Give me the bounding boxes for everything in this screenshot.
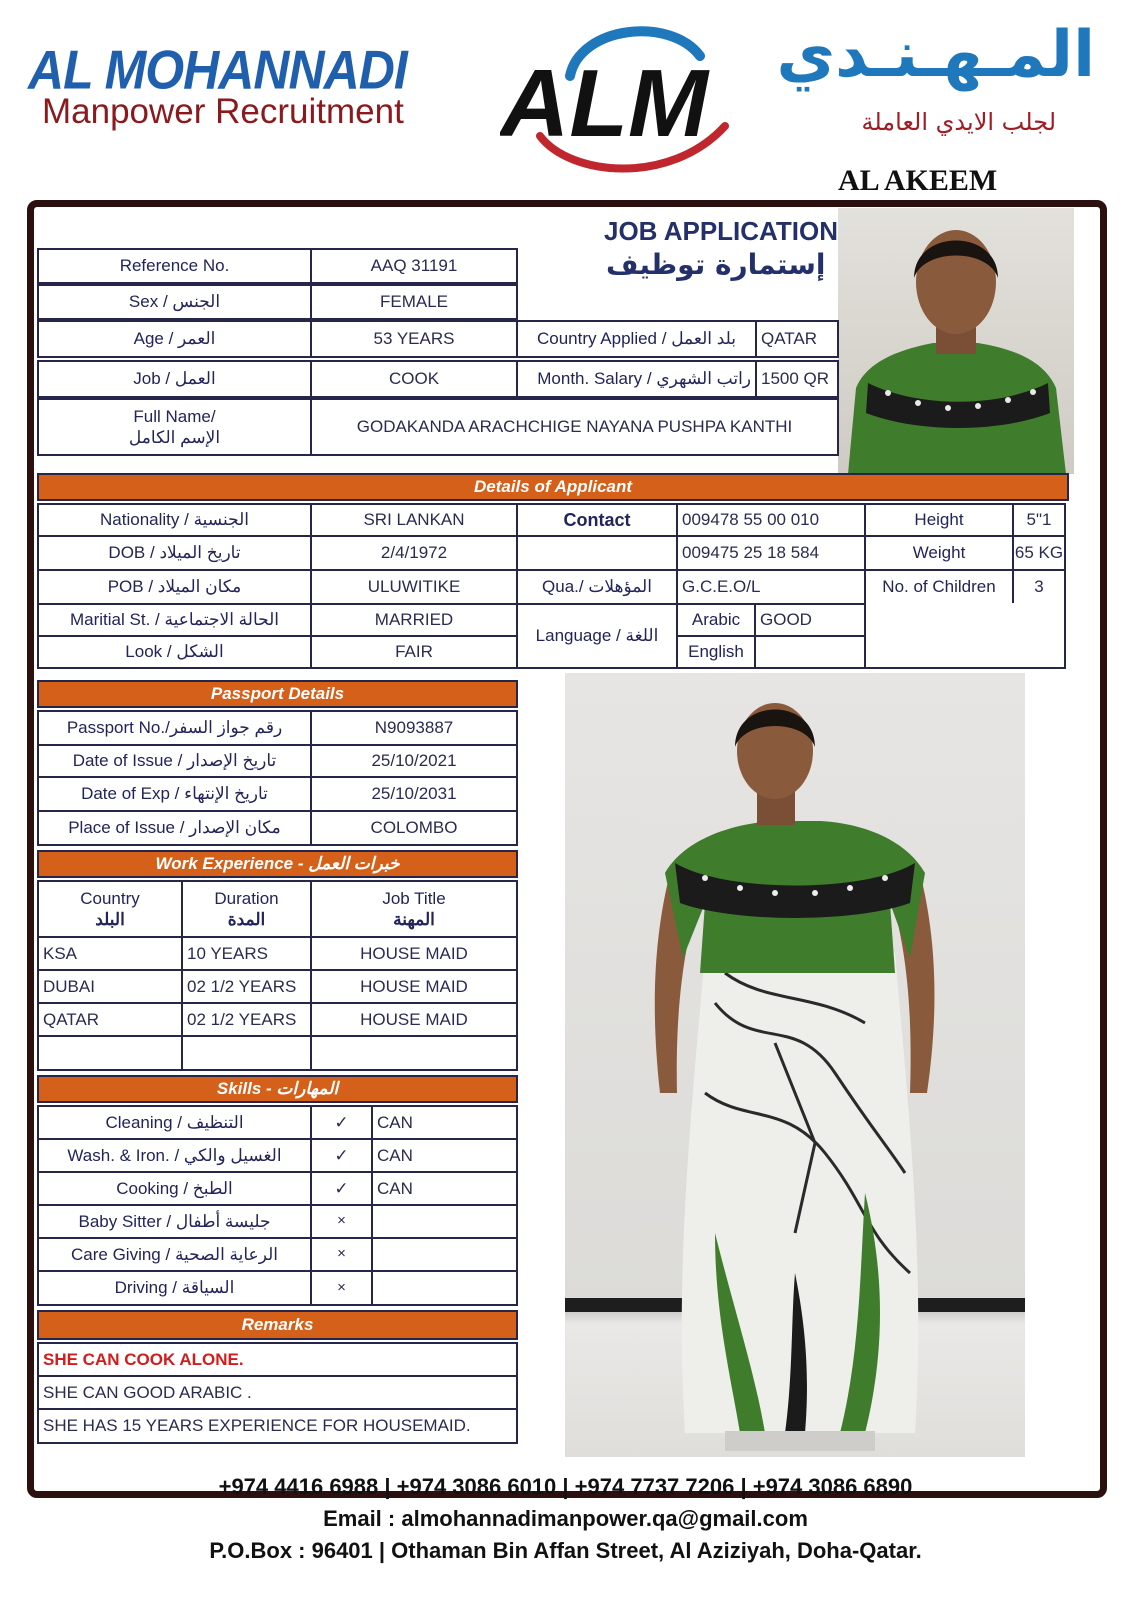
job-value: COOK — [310, 360, 518, 398]
letterhead — [0, 0, 1131, 200]
work-country: QATAR — [37, 1002, 183, 1037]
pob-label: POB / مكان الميلاد — [37, 569, 312, 605]
qualification-label: Qua./ المؤهلات — [516, 569, 678, 605]
height-value: 5"1 — [1012, 503, 1066, 537]
skill-label: Baby Sitter / جليسة أطفال — [37, 1204, 312, 1239]
english-label: English — [676, 635, 756, 669]
passport-no-label: Passport No./رقم جواز السفر — [37, 710, 312, 746]
arabic-label: Arabic — [676, 603, 756, 637]
remark-line: SHE CAN GOOD ARABIC . — [37, 1375, 518, 1410]
skill-label: Cleaning / التنظيف — [37, 1105, 312, 1140]
issue-date-label: Date of Issue / تاريخ الإصدار — [37, 744, 312, 778]
footer-phones: +974 4416 6988 | +974 3086 6010 | +974 7737 7206 | +974 3086 6890 — [218, 1474, 913, 1499]
details-header: Details of Applicant — [37, 473, 1069, 501]
work-col-job-ar: المهنة — [393, 910, 435, 929]
skill-label: Care Giving / الرعاية الصحية — [37, 1237, 312, 1272]
work-job: HOUSE MAID — [310, 1002, 518, 1037]
dob-label: DOB / تاريخ الميلاد — [37, 535, 312, 571]
skill-label: Cooking / الطبخ — [37, 1171, 312, 1206]
work-duration — [181, 1035, 312, 1071]
remarks-header: Remarks — [37, 1310, 518, 1340]
work-duration: 02 1/2 YEARS — [181, 1002, 312, 1037]
skill-value — [371, 1237, 518, 1272]
contact-phone-1: 009478 55 00 010 — [676, 503, 866, 537]
work-col-duration-ar: المدة — [227, 910, 266, 929]
remark-line: SHE CAN COOK ALONE. — [37, 1342, 518, 1377]
work-col-duration-en: Duration — [214, 888, 279, 908]
work-country — [37, 1035, 183, 1071]
applicant-full-photo — [565, 673, 1025, 1457]
work-col-duration — [181, 880, 312, 938]
alm-logo — [500, 16, 740, 176]
work-col-country-ar: البلد — [95, 910, 125, 929]
nationality-value: SRI LANKAN — [310, 503, 518, 537]
children-value: 3 — [1012, 569, 1066, 605]
skill-label: Driving / السياقة — [37, 1270, 312, 1306]
weight-label: Weight — [864, 535, 1014, 571]
fullname-label — [37, 398, 312, 456]
reference-label: Reference No. — [37, 248, 312, 284]
nationality-label: Nationality / الجنسية — [37, 503, 312, 537]
work-col-country — [37, 880, 183, 938]
skill-value: CAN — [371, 1138, 518, 1173]
remark-line: SHE HAS 15 YEARS EXPERIENCE FOR HOUSEMAID. — [37, 1408, 518, 1444]
work-experience-header: Work Experience - خبرات العمل — [37, 850, 518, 878]
pob-value: ULUWITIKE — [310, 569, 518, 605]
country-applied-value: QATAR — [755, 320, 839, 358]
skill-check-icon: ✓ — [310, 1105, 373, 1140]
skill-value — [371, 1270, 518, 1306]
brand-name-arabic: المـهـنـدي — [776, 18, 1095, 92]
skill-cross-icon: × — [310, 1237, 373, 1272]
look-label: Look / الشكل — [37, 635, 312, 669]
dob-value: 2/4/1972 — [310, 535, 518, 571]
work-job — [310, 1035, 518, 1071]
skill-check-icon: ✓ — [310, 1171, 373, 1206]
skill-value — [371, 1204, 518, 1239]
reference-value: AAQ 31191 — [310, 248, 518, 284]
skills-header: Skills - المهارات — [37, 1075, 518, 1103]
applicant-portrait-photo — [838, 208, 1074, 474]
country-applied-label: Country Applied / بلد العمل — [516, 320, 757, 358]
work-col-job-en: Job Title — [382, 888, 446, 908]
age-label: Age / العمر — [37, 320, 312, 358]
form-title: JOB APPLICATION — [604, 216, 839, 246]
weight-value: 65 KG — [1012, 535, 1066, 571]
passport-no-value: N9093887 — [310, 710, 518, 746]
contact-label: Contact — [516, 503, 678, 537]
skill-value: CAN — [371, 1171, 518, 1206]
expiry-date-value: 25/10/2031 — [310, 776, 518, 812]
english-value — [754, 635, 866, 669]
sex-value: FEMALE — [310, 284, 518, 320]
work-job: HOUSE MAID — [310, 936, 518, 971]
salary-value: 1500 QR — [755, 360, 839, 398]
skill-check-icon: ✓ — [310, 1138, 373, 1173]
qualification-value: G.C.E.O/L — [676, 569, 866, 605]
work-duration: 02 1/2 YEARS — [181, 969, 312, 1004]
job-label: Job / العمل — [37, 360, 312, 398]
contact-empty-cell — [516, 535, 678, 571]
form-title-arabic: إستمارة توظيف — [606, 248, 826, 281]
logo-text: ALM — [500, 50, 708, 157]
details-empty-cell — [864, 603, 1066, 669]
skill-label: Wash. & Iron. / الغسيل والكي — [37, 1138, 312, 1173]
marital-value: MARRIED — [310, 603, 518, 637]
branch-name: AL AKEEM — [838, 164, 998, 197]
children-label: No. of Children — [864, 569, 1014, 605]
height-label: Height — [864, 503, 1014, 537]
marital-label: Maritial St. / الحالة الاجتماعية — [37, 603, 312, 637]
arabic-value: GOOD — [754, 603, 866, 637]
work-duration: 10 YEARS — [181, 936, 312, 971]
passport-header: Passport Details — [37, 680, 518, 708]
work-col-country-en: Country — [80, 888, 140, 908]
issue-date-value: 25/10/2021 — [310, 744, 518, 778]
skill-cross-icon: × — [310, 1270, 373, 1306]
skill-value: CAN — [371, 1105, 518, 1140]
contact-phone-2: 009475 25 18 584 — [676, 535, 866, 571]
brand-subtitle: Manpower Recruitment — [42, 92, 404, 131]
work-col-job — [310, 880, 518, 938]
fullname-value: GODAKANDA ARACHCHIGE NAYANA PUSHPA KANTHI — [310, 398, 839, 456]
work-country: KSA — [37, 936, 183, 971]
work-job: HOUSE MAID — [310, 969, 518, 1004]
brand-subtitle-arabic: لجلب الايدي العاملة — [861, 108, 1056, 136]
look-value: FAIR — [310, 635, 518, 669]
age-value: 53 YEARS — [310, 320, 518, 358]
language-label: Language / اللغة — [516, 603, 678, 669]
expiry-date-label: Date of Exp / تاريخ الإنتهاء — [37, 776, 312, 812]
salary-label: Month. Salary / راتب الشهري — [516, 360, 757, 398]
brand-name: AL MOHANNADI — [28, 39, 407, 101]
fullname-label-en: Full Name/ — [133, 406, 216, 426]
skill-cross-icon: × — [310, 1204, 373, 1239]
issue-place-label: Place of Issue / مكان الإصدار — [37, 810, 312, 846]
footer-email: Email : almohannadimanpower.qa@gmail.com — [323, 1506, 808, 1531]
fullname-label-ar: الإسم الكامل — [128, 428, 221, 447]
issue-place-value: COLOMBO — [310, 810, 518, 846]
sex-label: Sex / الجنس — [37, 284, 312, 320]
work-country: DUBAI — [37, 969, 183, 1004]
footer-address: P.O.Box : 96401 | Othaman Bin Affan Street, Al Aziziyah, Doha-Qatar. — [209, 1538, 922, 1563]
